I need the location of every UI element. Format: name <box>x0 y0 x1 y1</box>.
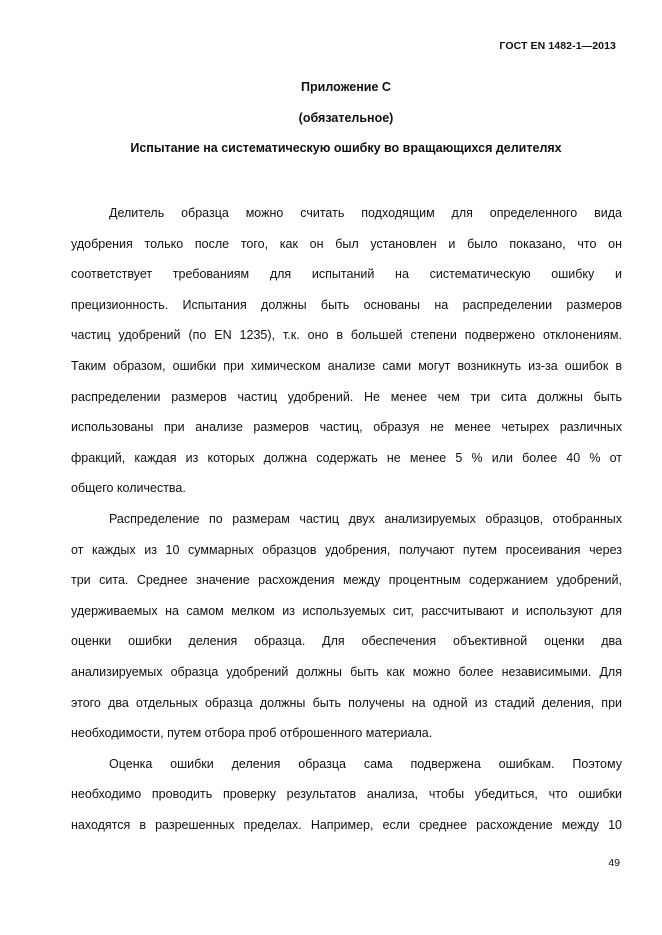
text-line: удобрения только после того, как он был установлен и было показано, что он <box>71 236 622 251</box>
text-line: этого два отдельных образца должны быть получены на одной из стадий деления, при <box>71 695 622 710</box>
text-line: необходимо проводить проверку результатов анализа, чтобы убедиться, что ошибки <box>71 787 622 802</box>
text-line: использованы при анализе размеров частиц, образуя не менее четырех различных <box>71 420 622 435</box>
text-line: Распределение по размерам частиц двух анализируемых образцов, отобранных <box>109 511 622 526</box>
page-number: 49 <box>608 857 620 869</box>
text-line: частиц удобрений (по EN 1235), т.к. оно в большей степени подвержено отклонениям. <box>71 328 622 343</box>
paragraph-1 <box>71 198 622 504</box>
text-line: анализируемых образца удобрений должны быть как можно более независимыми. Для <box>71 664 622 679</box>
text-line: прецизионность. Испытания должны быть основаны на распределении размеров <box>71 297 622 312</box>
text-line: удерживаемых на самом мелком из используемых сит, рассчитывают и используют для <box>71 603 622 618</box>
text-line: распределении размеров частиц удобрений. Не менее чем три сита должны быть <box>71 389 622 404</box>
annex-label: Приложение С <box>301 80 391 94</box>
body-text <box>71 198 622 840</box>
text-line: от каждых из 10 суммарных образцов удобрения, получают путем просеивания через <box>71 542 622 557</box>
standard-code: ГОСТ EN 1482-1—2013 <box>499 40 616 52</box>
text-line: три сита. Среднее значение расхождения между процентным содержанием удобрений, <box>71 573 622 588</box>
text-line: необходимости, путем отбора проб отброшенного материала. <box>71 726 433 741</box>
text-line: находятся в разрешенных пределах. Например, если среднее расхождение между 10 <box>71 817 622 832</box>
text-line: Таким образом, ошибки при химическом анализе сами могут возникнуть из-за ошибок в <box>71 358 622 373</box>
annex-title: Испытание на систематическую ошибку во вращающихся делителях <box>130 141 562 155</box>
paragraph-3 <box>71 749 622 841</box>
text-line: оценки ошибки деления образца. Для обеспечения объективной оценки два <box>71 634 622 649</box>
text-line: Оценка ошибки деления образца сама подвержена ошибкам. Поэтому <box>109 756 622 771</box>
text-line: Делитель образца можно считать подходящим для определенного вида <box>109 206 622 220</box>
annex-status: (обязательное) <box>298 111 394 125</box>
text-line: соответствует требованиям для испытаний на систематическую ошибку и <box>71 267 622 282</box>
paragraph-2 <box>71 504 622 749</box>
text-line: общего количества. <box>71 481 186 496</box>
text-line: фракций, каждая из которых должна содержать не менее 5 % или более 40 % от <box>71 450 622 465</box>
